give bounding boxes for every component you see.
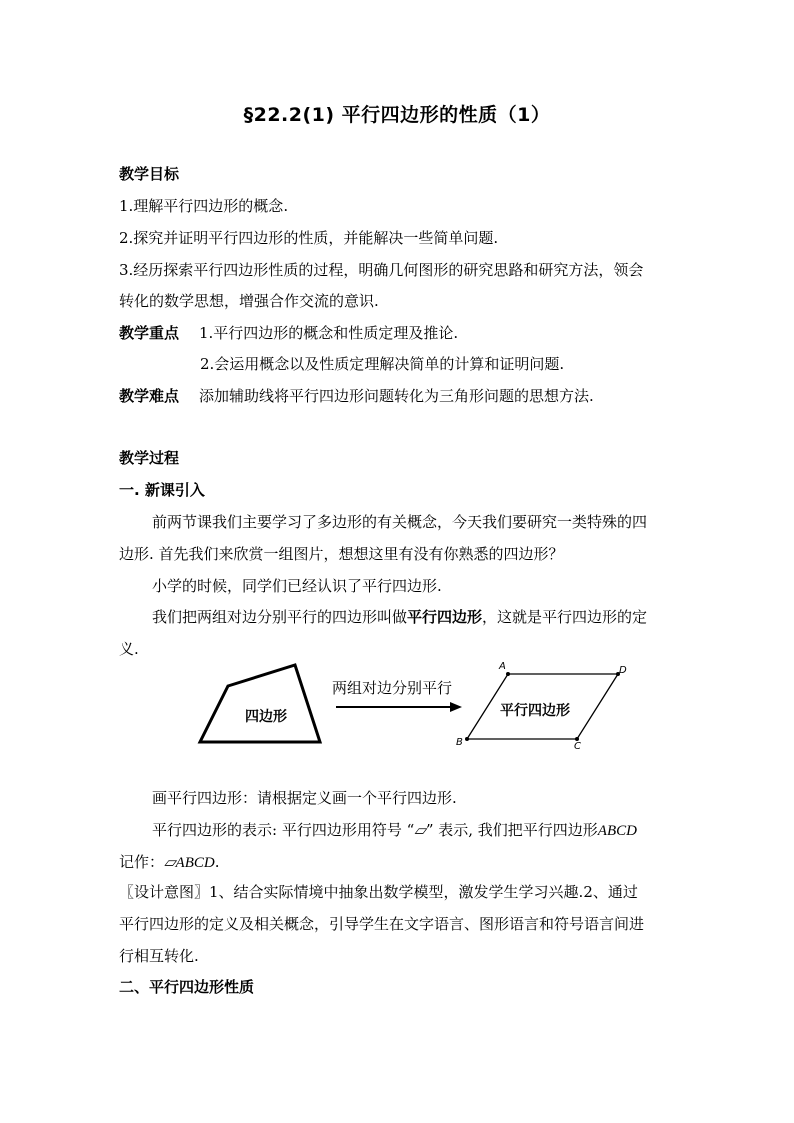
arrow-label: 两组对边分别平行 [332,679,453,697]
document-title: §22.2(1) 平行四边形的性质（1） [243,104,551,126]
vertex-a-point [506,672,510,676]
paragraph-line: 前两节课我们主要学习了多边形的有关概念，今天我们要研究一类特殊的四 [152,513,648,531]
process-heading: 教学过程 [119,449,180,467]
notation-text: 记作： [119,853,165,871]
difficulty-text: 添加辅助线将平行四边形问题转化为三角形问题的思想方法. [199,387,594,405]
defined-term: 平行四边形 [407,608,483,626]
paragraph-line: 边形. 首先我们来欣赏一组图片，想想这里有没有你熟悉的四边形？ [119,545,564,563]
paragraph-line: 小学的时候，同学们已经认识了平行四边形. [152,577,442,595]
paragraph-line: 画平行四边形：请根据定义画一个平行四边形. [152,789,457,807]
notation-line [152,820,712,841]
notation-line [119,852,679,873]
vertex-a-label: A [499,661,506,672]
paragraph-line: 义. [119,640,139,658]
design-intent-line: 平行四边形的定义及相关概念，引导学生在文字语言、图形语言和符号语言间进 [119,915,645,933]
design-intent-line: 行相互转化. [119,947,199,965]
objective-item: 2.探究并证明平行四边形的性质，并能解决一些简单问题. [119,229,499,247]
key-points-label: 教学重点 [119,324,180,342]
difficulty-label: 教学难点 [119,387,180,405]
definition-text: ，这就是平行四边形的定 [482,608,648,626]
quadrilateral-label: 四边形 [245,709,287,725]
objective-item: 转化的数学思想，增强合作交流的意识. [119,292,379,310]
notation-text: 平行四边形的表示: 平行四边形用符号 “ [152,821,415,839]
design-intent-line: 〖设计意图〗1、结合实际情境中抽象出数学模型，激发学生学习兴趣.2、通过 [119,883,638,901]
quadrilateral-shape [200,665,320,742]
objective-item: 1.理解平行四边形的概念. [119,197,289,215]
objectives-heading: 教学目标 [119,165,180,183]
section-heading-intro: 一. 新课引入 [119,481,205,499]
key-points-row [119,323,679,343]
definition-text: 我们把两组对边分别平行的四边形叫做 [152,608,408,626]
vertex-b-point [465,737,469,741]
key-point-item: 1.平行四边形的概念和性质定理及推论. [199,324,459,342]
definition-line [152,607,712,627]
parallelogram-name: ABCD [597,823,637,839]
parallelogram-notation: ▱ABCD [164,855,215,871]
parallelogram-label: 平行四边形 [500,703,570,719]
notation-text: . [214,853,220,871]
vertex-d-label: D [619,665,627,676]
vertex-c-label: C [574,741,581,750]
section-heading-properties: 二、平行四边形性质 [119,978,255,996]
difficulty-row [119,386,679,406]
parallelogram-symbol: ▱ [414,823,426,839]
quadrilateral-figure [190,655,650,750]
objective-item: 3.经历探索平行四边形性质的过程，明确几何图形的研究思路和研究方法，领会 [119,261,644,279]
arrow-head [450,702,462,712]
notation-text: ” 表示, 我们把平行四边形 [425,821,598,839]
vertex-b-label: B [456,737,463,748]
key-point-item: 2.会运用概念以及性质定理解决简单的计算和证明问题. [200,355,565,373]
